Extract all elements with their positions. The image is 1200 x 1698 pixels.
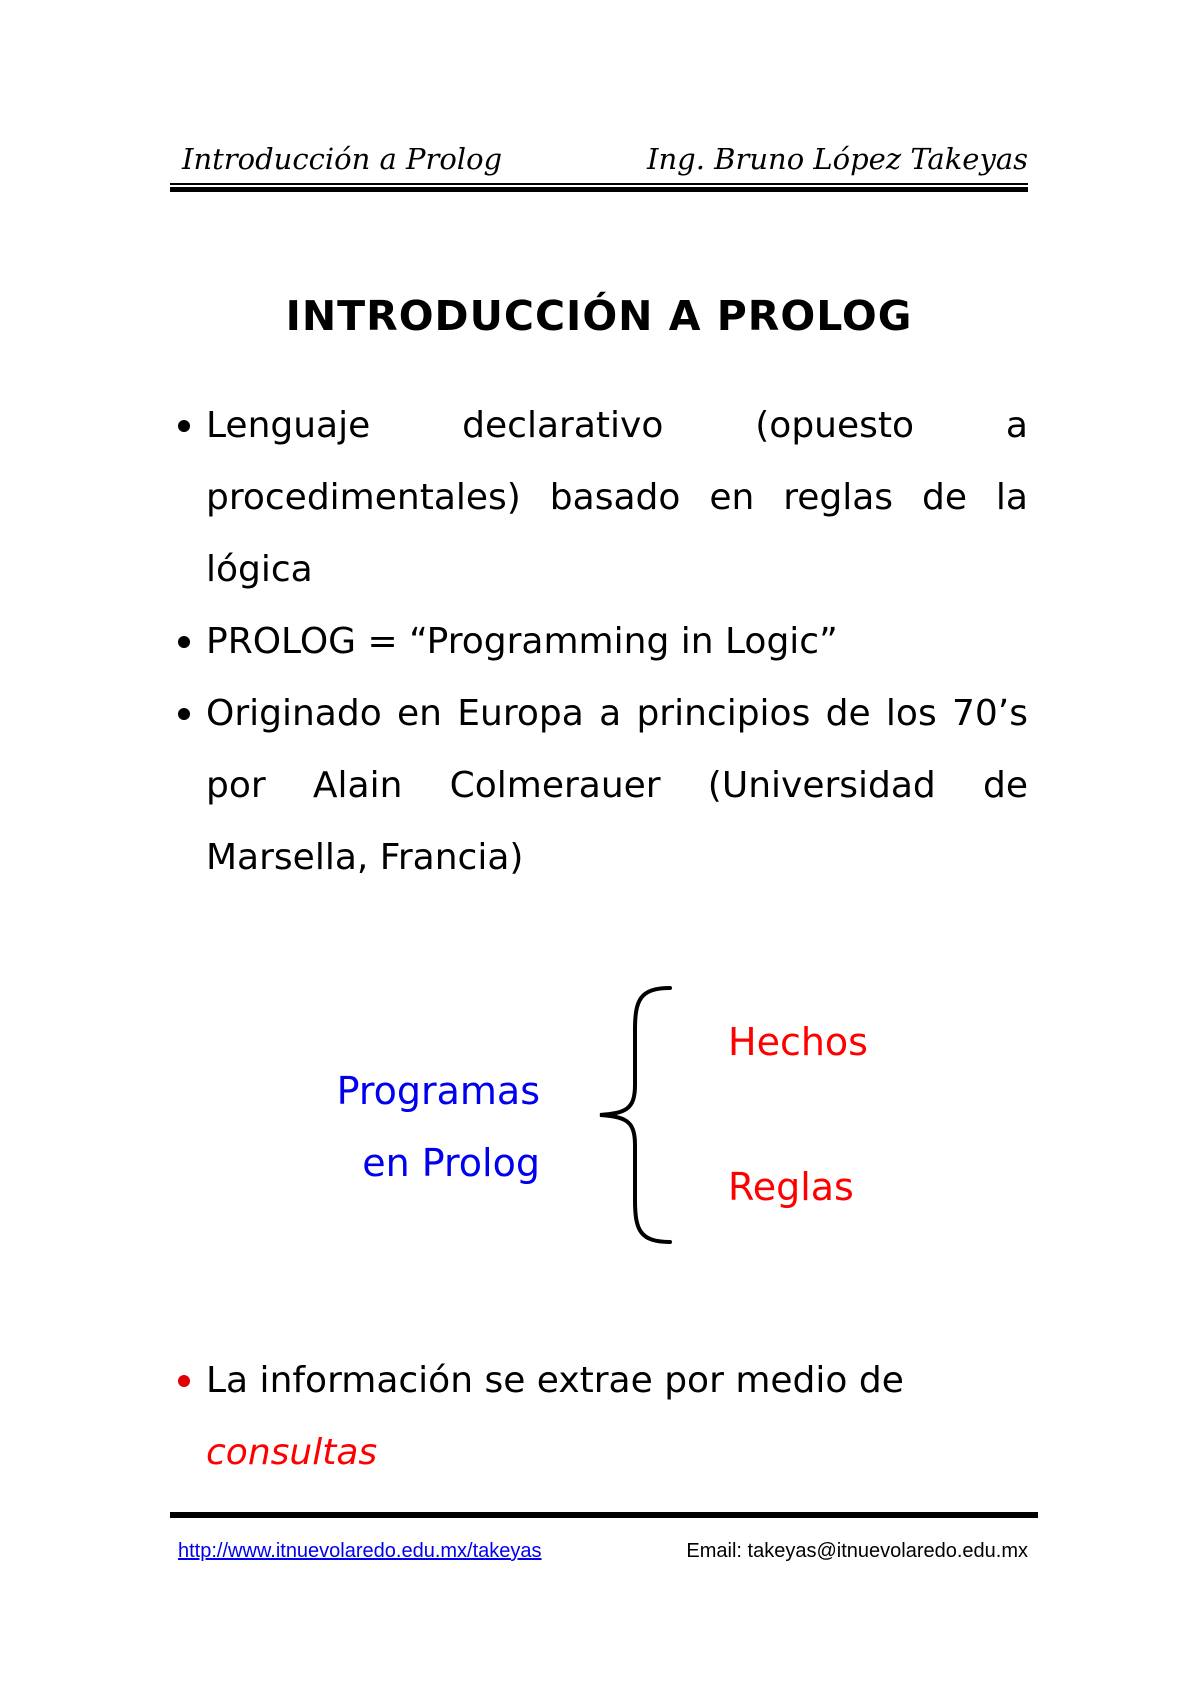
bullet-text: Originado en Europa a principios de los 70’s por Alain Colmerauer (Universidad de Marsella, Francia) [206,693,1028,878]
page-header [170,138,1028,180]
diagram-root-line-1: Programas [336,1069,540,1113]
footer-website-link[interactable]: http://www.itnuevolaredo.edu.mx/takeyas [178,1540,542,1562]
bullet-dot-icon [178,708,190,720]
footer-divider [170,1512,1038,1518]
curly-brace-icon [590,985,680,1245]
bullet-item-4 [178,1345,1028,1489]
bullet-text-main: La información se extrae por medio de [206,1360,904,1401]
bullet-dot-icon [178,1375,190,1387]
bullet-dot-icon [178,420,190,432]
header-divider [170,183,1028,192]
diagram-root-line-2: en Prolog [362,1141,540,1185]
bullet-item-1 [178,390,1028,606]
page-title: INTRODUCCIÓN A PROLOG [285,292,913,340]
header-course-title: Introducción a Prolog [182,142,503,176]
bullet-text [206,1345,1028,1489]
bullet-item-2 [178,606,1028,678]
bullet-text: PROLOG = “Programming in Logic” [206,621,838,662]
bullet-text: Lenguaje declarativo (opuesto a procedimentales) basado en reglas de la lógica [206,405,1028,590]
header-author: Ing. Bruno López Takeyas [647,142,1028,176]
bullet-dot-icon [178,636,190,648]
diagram-branch-reglas: Reglas [728,1165,854,1209]
footer-email: Email: takeyas@itnuevolaredo.edu.mx [686,1540,1028,1562]
diagram-root-label [300,1055,540,1199]
bullet-item-3 [178,678,1028,894]
bullet-text-emphasis: consultas [206,1432,378,1473]
diagram-branch-hechos: Hechos [728,1020,868,1064]
